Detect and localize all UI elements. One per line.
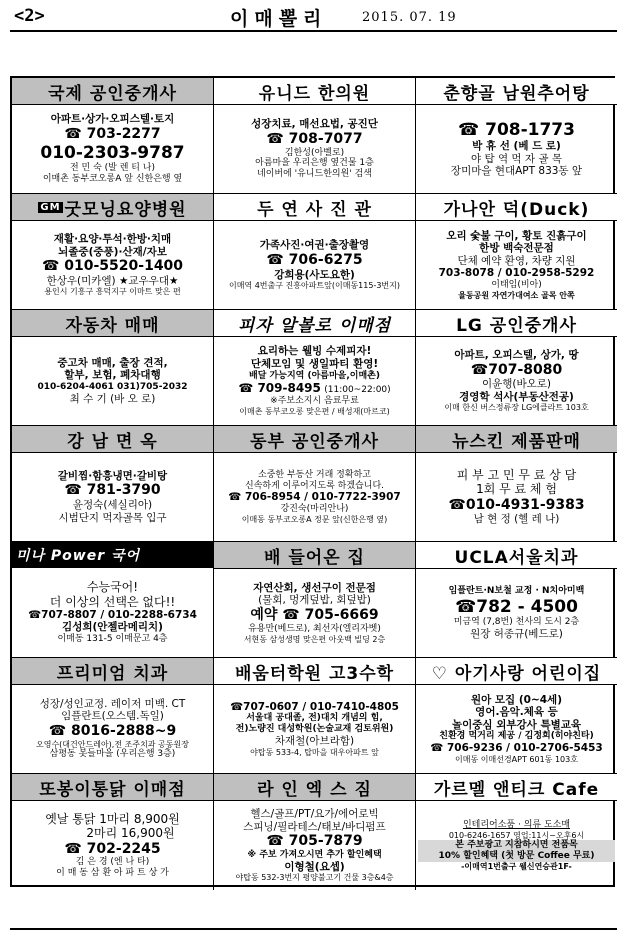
contact-name: 강진숙(마리안나) [280,503,349,514]
ad-line: 갈비찜·함흥냉면·갈비탕 [57,469,168,482]
page-header [10,4,617,32]
ad-car-dealer [12,310,214,426]
ad-pizza-alvolo [214,310,416,426]
business-hours: (11:00~22:00) [324,385,391,396]
ad-dongbu-realty [214,426,416,542]
ad-line: 놀이중심 외부강사 특별교육 [451,718,582,731]
ad-line: 서울대 공대졸, 전)대치 개념의 힘, [246,713,383,724]
ad-line: 뇌졸중(중풍)·산재/자보 [58,245,167,258]
ad-line: 전)노량진 대성학원(논술교재 검토위원) [235,724,394,735]
ad-line: 10% 할인혜택 (첫 방문 Coffee 무료) [418,851,615,862]
ad-line: 한방 백숙전문점 [479,242,554,255]
phone-number: ☎ 706-8954 / 010-7722-3907 [228,491,401,504]
ad-bae-sashimi [214,542,416,658]
ad-line: 할부, 보험, 폐차대행 [64,369,161,382]
ad-line: 가족사진·여권·출장촬영 [259,239,370,252]
ad-lineex-gym [214,774,416,890]
ad-premium-dental [12,658,214,774]
ad-line: 재활·요양·투석·한방·치매 [53,232,172,245]
address: 이매동 131-5 이매문고 4층 [57,634,168,645]
contact-name: 남 현 정 (헬 레 나) [473,513,560,526]
page-number: <2> [14,6,45,26]
phone-number: ☎707-8807 / 010-2288-6734 [28,608,197,621]
ad-goodmorning-hospital [12,194,214,310]
ad-title: 유니드 한의원 [214,78,415,105]
phone-number: ☎ 709-8495 [238,381,321,396]
address: 아름마을 우리은행 옆건물 1층 [255,158,374,169]
ad-line: 단체모임 및 생일파티 환영! [250,358,379,370]
ad-title: 가나안 덕(Duck) [416,194,617,221]
ad-line: 요리하는 웰빙 수제피자! [257,345,372,358]
phone-number: ☎707-0607 / 010-7410-4805 [230,700,399,713]
ad-line: 소중한 부동산 거래 정확하고 [258,469,371,480]
newsletter-title: 이매뽈리 [230,8,328,30]
ad-title: 프리미엄 치과 [12,658,213,685]
address: 미금역 (7,8번) 천사의 도시 2층 [453,616,580,627]
ad-line: 자연산회, 생선구이 전문점 [253,581,376,594]
ad-gukje-realty [12,78,214,194]
ad-line: ※ 주보 가져오시면 추가 할인혜택 [247,850,382,860]
ad-grid [10,76,615,887]
ad-title-text: 굿모닝요양병원 [64,199,187,220]
ad-carmel-antique-cafe [416,774,617,890]
address: -이매역1번출구 웰신연승관1F- [461,861,572,871]
ad-line: 원아 모집 (0~4세) [470,693,563,706]
ad-duyeon-photo [214,194,416,310]
ad-title: 배 들어온 집 [214,542,415,569]
address: 시범단지 먹자골목 입구 [58,511,167,524]
ad-line: 오리 숯불 구이, 황토 진흙구이 [446,229,587,242]
ad-line: 임플란트·N보철 교정 · N치아미백 [448,585,585,596]
ad-title: LG 공인중개사 [416,310,617,337]
address: 이매동 이매선경APT 601동 103호 [455,754,578,764]
phone-number: ☎782 - 4500 [455,596,578,617]
contact-name: 차재철(아브라함) [274,735,355,747]
contact-name: 윤정숙(세실리아) [72,499,153,512]
ad-line: 성장/성인교정. 레이저 미백. CT [39,697,186,710]
contact-name: 이태임(비아) [491,279,542,290]
ad-title: 뉴스킨 제품판매 [416,426,617,453]
ad-title: 가르멜 앤티크 Cafe [416,774,617,801]
ad-line: 단체 예약 환영, 차량 지원 [457,254,576,267]
phone-number: ☎ 702-2245 [64,840,161,857]
address: 이 매 동 삼 환 아 파 트 상 가 [56,868,169,879]
ad-title: 배움터학원 고3수학 [214,658,415,685]
ad-line: 헬스/골프/PT/요가/에어로빅 [250,808,379,821]
phone-number: ☎ 781-3790 [64,482,161,499]
ad-title: 미나 Power 국어 [12,542,213,568]
phone-number: ☎ 703-2277 [64,125,161,142]
ad-line: ※주보소지시 음료무료 [270,396,359,407]
ad-line: 성장치료, 매선요법, 공진단 [251,118,378,131]
phone-number: ☎010-4931-9383 [448,496,585,513]
ad-line: 피 부 고 민 무 료 상 담 [456,467,577,482]
ad-line: (물회, 멍게덮밥, 회덮밥) [258,594,371,607]
ad-gangnam-myeonok [12,426,214,542]
ad-line: 더 이상의 선택은 없다!! [49,594,176,609]
ad-title: 강 남 면 옥 [12,426,213,453]
phone-number: ☎ 010-5520-1400 [41,258,184,275]
ad-title: UCLA서울치과 [416,542,617,569]
contact-name: 김성희(안젤라메리치) [62,621,163,634]
address: 장미마을 현대APT 833동 앞 [450,165,583,178]
ad-unid-clinic [214,78,416,194]
ad-line: 경영학 석사(부동산전공) [459,390,574,403]
phone-number: 010-6204-4061 031)705-2032 [37,381,188,392]
address: 서현동 삼성생명 맞은편 아웃백 빌딩 2층 [243,634,386,644]
ad-title: 춘향골 남원추어탕 [416,78,617,105]
ad-agisarang-daycare [416,658,617,774]
contact-name: 김한성(아벨로) [284,147,345,158]
ad-title: 피자 알볼로 이매점 [214,310,415,337]
contact-name: 최 수 기 (바 오 로) [69,392,156,405]
ad-line: 야 탑 역 먹 자 골 목 [470,152,563,165]
ad-lg-realty [416,310,617,426]
ad-title: 국제 공인중개사 [12,78,213,105]
contact-name: 친환경 먹거리 제공 / 김정희(히야친타) [439,731,594,742]
ad-line: 본 주보광고 지참하시면 전품목 [418,840,615,851]
phone-number: ☎ 8016-2888~9 [48,723,177,739]
contact-name: 유용만(베드로), 최선자(엘리자벳) [248,623,381,634]
ad-line: 스피닝/필라테스/태보/바디펌프 [243,820,386,833]
ad-line: 인테리어소품 · 의류 도소매 [462,819,571,830]
contact-name: 이형철(요셉) [284,860,345,873]
address: 삼평동 봇들마을 (우리은행 3층) [49,749,176,760]
phone-number: ☎ 705-7879 [266,833,363,850]
ad-line: 배달 가능지역 (아름마을,이매촌) [249,370,380,381]
phone-number: ☎ 708-1773 [458,119,575,140]
address: 야탑동 532-3번지 평양불고기 건물 3층&4층 [235,873,394,883]
address: 이매 한신 버스정류장 LG에클라트 103호 [444,403,589,413]
contact-name: 오영수(대건안드레아),전 조주치과 공동원장 [36,739,189,749]
ad-line: 2마리 16,900원 [86,826,175,841]
ad-ucla-dental [416,542,617,658]
ad-line: 아파트, 오피스텔, 상가, 땅 [454,348,579,361]
phone-number: ☎707-8080 [470,361,563,378]
ad-line: 1회 무 료 체 험 [476,482,557,497]
ad-title: 또봉이통닭 이매점 [12,774,213,801]
ad-title: 라 인 엑 스 짐 [214,774,415,801]
address: 이매촌 동부코오롱A 앞 신한은행 옆 [42,173,183,184]
phone-number: ☎ 706-6275 [266,251,363,268]
ad-nuskin [416,426,617,542]
phone-number: 703-8078 / 010-2958-5292 [438,267,595,280]
ad-line: 옛날 통닭 1마리 8,900원 [45,811,180,826]
address: 이매역 4번출구 진흥아파트앞(이매동115-3번지) [228,281,401,291]
address: 이매촌 동부코오롱 맞은편 / 배성재(마르코) [239,406,390,416]
ad-line: 임플란트(오스템.독일) [61,710,164,723]
contact-name: 전 민 숙 (발 렌 티 나) [69,163,156,174]
ad-title: 동부 공인중개사 [214,426,415,453]
phone-number: ☎ 708-7077 [266,130,363,147]
address: 율동공원 자연가대여소 골목 안쪽 [458,290,575,300]
ad-line: 신속하게 이루어지도록 하겠습니다. [245,480,384,491]
ad-line: 수능국어! [86,580,139,595]
page-bottom-rule [10,928,617,930]
ad-line: 네이버에 '유니드한의원' 검색 [257,169,372,180]
address: 용인시 기흥구 흥덕지구 이마트 맞은 편 [44,287,181,297]
contact-name: 김 은 경 (엔 나 타) [75,857,150,868]
phone-number: 예약 ☎ 705-6669 [250,607,379,623]
contact-name: 강희용(사도요한) [274,268,355,281]
ad-title: ♡ 아기사랑 어린이집 [416,658,617,685]
ad-title: 자동차 매매 [12,310,213,337]
address: 이매동 동부코오롱A 정문 앞(신한은행 옆) [241,514,388,524]
ad-mina-korean [12,542,214,658]
ad-title [12,194,213,221]
issue-date: 2015. 07. 19 [362,10,457,25]
address: 야탑동 533-4, 탑마을 대우아파트 앞 [250,747,379,757]
ad-line: 영어.음악.체육 등 [475,706,558,719]
contact-name: 한상우(미카엘) ★교우우대★ [46,274,179,287]
contact-name: 박 휴 선 (베 드 로) [472,140,561,153]
contact-name: 이윤행(바오로) [481,378,552,391]
hospital-logo-icon: GM [40,201,61,213]
ad-ttobong-chicken [12,774,214,890]
ad-title: 두 연 사 진 관 [214,194,415,221]
ad-baeumteo-academy [214,658,416,774]
contact-name: 원장 허종규(베드로) [470,627,563,640]
phone-number: 010-6246-1657 영업:11시~오후6시 [448,830,585,840]
ad-line: 중고차 매매, 출장 견적, [57,356,168,369]
phone-number: 010-2303-9787 [40,142,185,163]
ad-chunhyang-restaurant [416,78,617,194]
ad-line: 아파트·상가·오피스텔·토지 [50,113,175,126]
ad-canaan-duck [416,194,617,310]
phone-number: ☎ 706-9236 / 010-2706-5453 [430,742,603,755]
